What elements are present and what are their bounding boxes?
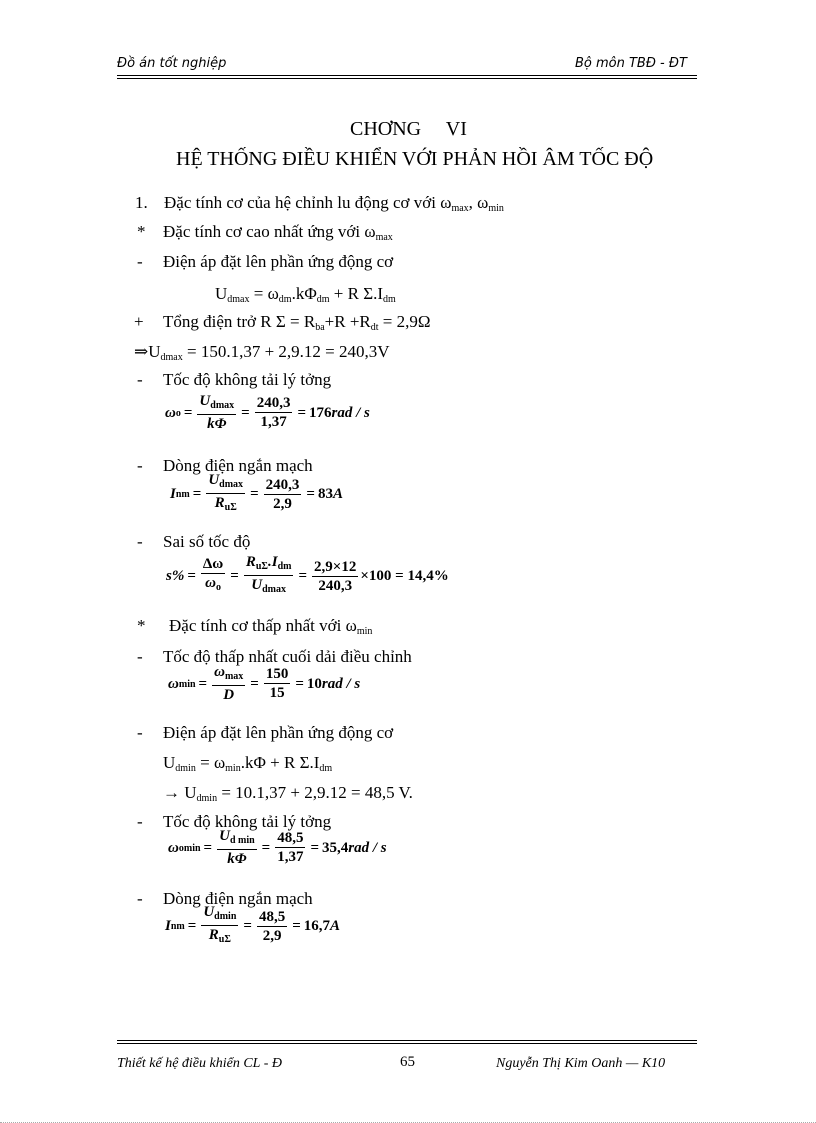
voltage-min-heading: - Điện áp đặt lên phần ứng động cơ bbox=[137, 723, 394, 742]
formula-noload-speed: ω o = $\frac{U_{dmax}}{k\Phi}$ = $\frac{240,3}{1,37}$ = 176 rad / s bbox=[165, 393, 370, 432]
formula-min-speed: ω min = $\frac{\omega_{max}}{D}$ = $\frac{150}{15}$ = 10 rad / s bbox=[168, 664, 361, 703]
footer-left: Thiết kế hệ điều khiển CL - Đ bbox=[117, 1056, 282, 1071]
footer-right: Nguyễn Thị Kim Oanh — K10 bbox=[496, 1056, 666, 1071]
speed-error-heading: - Sai số tốc độ bbox=[137, 532, 251, 551]
header-left: Đồ án tốt nghiệp bbox=[117, 56, 227, 71]
noload-speed-min-heading: - Tốc độ không tải lý tởng bbox=[137, 812, 332, 831]
min-speed-heading: - Tốc độ thấp nhất cuối dải điều chỉnh bbox=[137, 647, 412, 666]
voltage-line: - Điện áp đặt lên phần ứng động cơ bbox=[137, 252, 394, 271]
udmax-formula: $U_{dmax} = \omega_{dm}.k\Phi_{dm} + R$ $\Sigma.I_{dm}$ bbox=[215, 284, 396, 305]
chapter-number: CHƠNG VI bbox=[350, 118, 467, 140]
header-rule-bottom bbox=[117, 78, 697, 79]
item-1-text: Đặc tính cơ của hệ chỉnh lu động cơ với bbox=[164, 193, 441, 212]
star-line-max: * Đặc tính cơ cao nhất ứng với $\omega_{max}$ bbox=[137, 222, 393, 243]
header-rule-top bbox=[117, 75, 697, 76]
formula-short-circuit-min: I nm = $\frac{U_{dmin}}{R_{u\Sigma}}$ = $\frac{48,5}{2,9}$ = 16,7 A bbox=[165, 904, 341, 945]
resistance-line: + Tổng điện trở R $\Sigma = R_{ba}+R +R_{dt} = 2,9\Omega$ bbox=[134, 312, 431, 333]
page-number: 65 bbox=[400, 1054, 415, 1070]
item-1: 1. Đặc tính cơ của hệ chỉnh lu động cơ với $\omega_{max}$, $\omega_{min}$ bbox=[135, 193, 504, 214]
formula-noload-speed-min: ω omin = $\frac{U_{d min}}{k\Phi}$ = $\frac{48,5}{1,37}$ = 35,4 rad / s bbox=[168, 828, 387, 867]
udmax-result: $\Rightarrow U_{dmax} = 150.1,37 + 2,9.12 = 240,3V$ bbox=[134, 342, 390, 363]
footer-rule-top bbox=[117, 1040, 697, 1041]
udmin-result: → $U_{dmin} = 10.1,37 + 2,9.12 = 48,5$ V. bbox=[163, 783, 413, 804]
footer-rule-bottom bbox=[117, 1043, 697, 1044]
header-right: Bộ môn TBĐ - ĐT bbox=[575, 56, 687, 71]
short-circuit-min-heading: - Dòng điện ngắn mạch bbox=[137, 889, 313, 908]
star-line-min: * Đặc tính cơ thấp nhất với $\omega_{min}$ bbox=[137, 616, 373, 637]
short-circuit-heading: - Dòng điện ngắn mạch bbox=[137, 456, 313, 475]
item-1-marker: 1. bbox=[135, 193, 148, 212]
noload-speed-heading: - Tốc độ không tải lý tởng bbox=[137, 370, 332, 389]
udmin-formula: $U_{dmin} = \omega_{min}.k\Phi + R$ $\Sigma.I_{dm}$ bbox=[163, 753, 333, 774]
formula-short-circuit: I nm = $\frac{U_{dmax}}{R_{u\Sigma}}$ = $\frac{240,3}{2,9}$ = 83 A bbox=[170, 472, 343, 513]
formula-speed-error: s% = $\frac{\Delta\omega}{\omega_o}$ = $\frac{R_{u\Sigma}.I_{dm}}{U_{dmax}}$ = $\frac{2,9\times 12}{240,3}$ ×100 = 14,4% bbox=[166, 554, 449, 595]
chapter-title: HỆ THỐNG ĐIỀU KHIỂN VỚI PHẢN HỒI ÂM TỐC ĐỘ bbox=[176, 148, 654, 170]
